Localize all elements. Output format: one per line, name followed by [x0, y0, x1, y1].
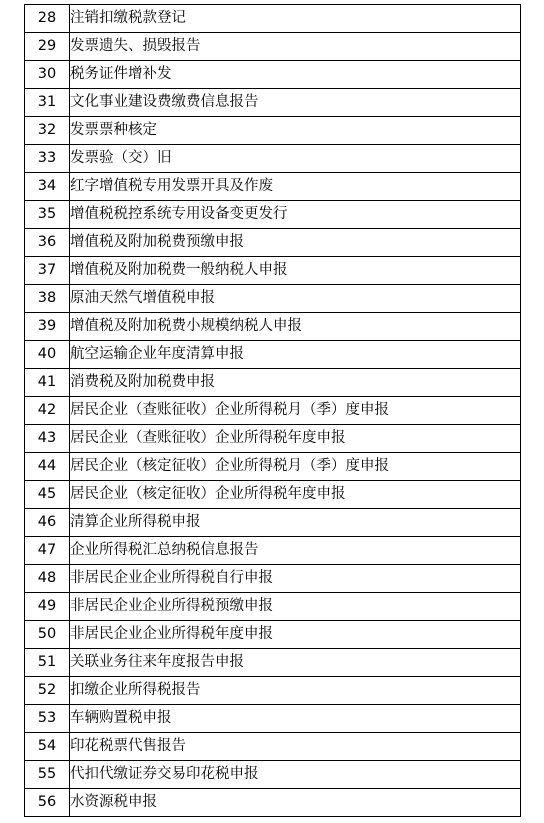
row-number: 45 — [25, 481, 70, 509]
item-name: 印花税票代售报告 — [70, 733, 521, 761]
table-row — [25, 621, 521, 649]
table-row — [25, 677, 521, 705]
table-row — [25, 257, 521, 285]
table-row — [25, 481, 521, 509]
item-name: 非居民企业企业所得税自行申报 — [70, 565, 521, 593]
table-row — [25, 33, 521, 61]
table-row — [25, 369, 521, 397]
table-row — [25, 593, 521, 621]
table-row — [25, 201, 521, 229]
table-row — [25, 285, 521, 313]
row-number: 37 — [25, 257, 70, 285]
item-name: 税务证件增补发 — [70, 61, 521, 89]
row-number: 44 — [25, 453, 70, 481]
row-number: 28 — [25, 5, 70, 33]
table-row — [25, 733, 521, 761]
item-name: 航空运输企业年度清算申报 — [70, 341, 521, 369]
row-number: 36 — [25, 229, 70, 257]
table-row — [25, 649, 521, 677]
item-name: 增值税及附加税费一般纳税人申报 — [70, 257, 521, 285]
row-number: 49 — [25, 593, 70, 621]
item-name: 发票验（交）旧 — [70, 145, 521, 173]
table-body — [25, 5, 521, 817]
row-number: 33 — [25, 145, 70, 173]
item-name: 扣缴企业所得税报告 — [70, 677, 521, 705]
table-row — [25, 789, 521, 817]
table-row — [25, 761, 521, 789]
table-row — [25, 313, 521, 341]
item-name: 非居民企业企业所得税预缴申报 — [70, 593, 521, 621]
row-number: 54 — [25, 733, 70, 761]
item-name: 车辆购置税申报 — [70, 705, 521, 733]
row-number: 46 — [25, 509, 70, 537]
row-number: 30 — [25, 61, 70, 89]
row-number: 29 — [25, 33, 70, 61]
row-number: 42 — [25, 397, 70, 425]
item-name: 非居民企业企业所得税年度申报 — [70, 621, 521, 649]
item-name: 文化事业建设费缴费信息报告 — [70, 89, 521, 117]
row-number: 56 — [25, 789, 70, 817]
table-row — [25, 537, 521, 565]
row-number: 39 — [25, 313, 70, 341]
table-row — [25, 397, 521, 425]
row-number: 35 — [25, 201, 70, 229]
table-row — [25, 453, 521, 481]
item-name: 居民企业（核定征收）企业所得税年度申报 — [70, 481, 521, 509]
item-name: 企业所得税汇总纳税信息报告 — [70, 537, 521, 565]
table-row — [25, 705, 521, 733]
item-name: 发票遗失、损毁报告 — [70, 33, 521, 61]
row-number: 41 — [25, 369, 70, 397]
item-name: 清算企业所得税申报 — [70, 509, 521, 537]
row-number: 51 — [25, 649, 70, 677]
item-name: 关联业务往来年度报告申报 — [70, 649, 521, 677]
tax-items-table — [24, 4, 521, 817]
item-name: 消费税及附加税费申报 — [70, 369, 521, 397]
item-name: 居民企业（查账征收）企业所得税月（季）度申报 — [70, 397, 521, 425]
row-number: 48 — [25, 565, 70, 593]
row-number: 32 — [25, 117, 70, 145]
table-row — [25, 509, 521, 537]
row-number: 50 — [25, 621, 70, 649]
row-number: 47 — [25, 537, 70, 565]
table-row — [25, 341, 521, 369]
table-row — [25, 89, 521, 117]
item-name: 发票票种核定 — [70, 117, 521, 145]
item-name: 代扣代缴证券交易印花税申报 — [70, 761, 521, 789]
item-name: 原油天然气增值税申报 — [70, 285, 521, 313]
table-row — [25, 173, 521, 201]
row-number: 31 — [25, 89, 70, 117]
table-row — [25, 145, 521, 173]
row-number: 34 — [25, 173, 70, 201]
item-name: 增值税税控系统专用设备变更发行 — [70, 201, 521, 229]
table-row — [25, 61, 521, 89]
table-row — [25, 5, 521, 33]
item-name: 居民企业（查账征收）企业所得税年度申报 — [70, 425, 521, 453]
row-number: 52 — [25, 677, 70, 705]
item-name: 注销扣缴税款登记 — [70, 5, 521, 33]
table-row — [25, 117, 521, 145]
item-name: 增值税及附加税费小规模纳税人申报 — [70, 313, 521, 341]
row-number: 55 — [25, 761, 70, 789]
item-name: 居民企业（核定征收）企业所得税月（季）度申报 — [70, 453, 521, 481]
item-name: 红字增值税专用发票开具及作废 — [70, 173, 521, 201]
row-number: 53 — [25, 705, 70, 733]
item-name: 增值税及附加税费预缴申报 — [70, 229, 521, 257]
table-row — [25, 229, 521, 257]
row-number: 40 — [25, 341, 70, 369]
item-name: 水资源税申报 — [70, 789, 521, 817]
row-number: 43 — [25, 425, 70, 453]
row-number: 38 — [25, 285, 70, 313]
table-row — [25, 425, 521, 453]
table-row — [25, 565, 521, 593]
